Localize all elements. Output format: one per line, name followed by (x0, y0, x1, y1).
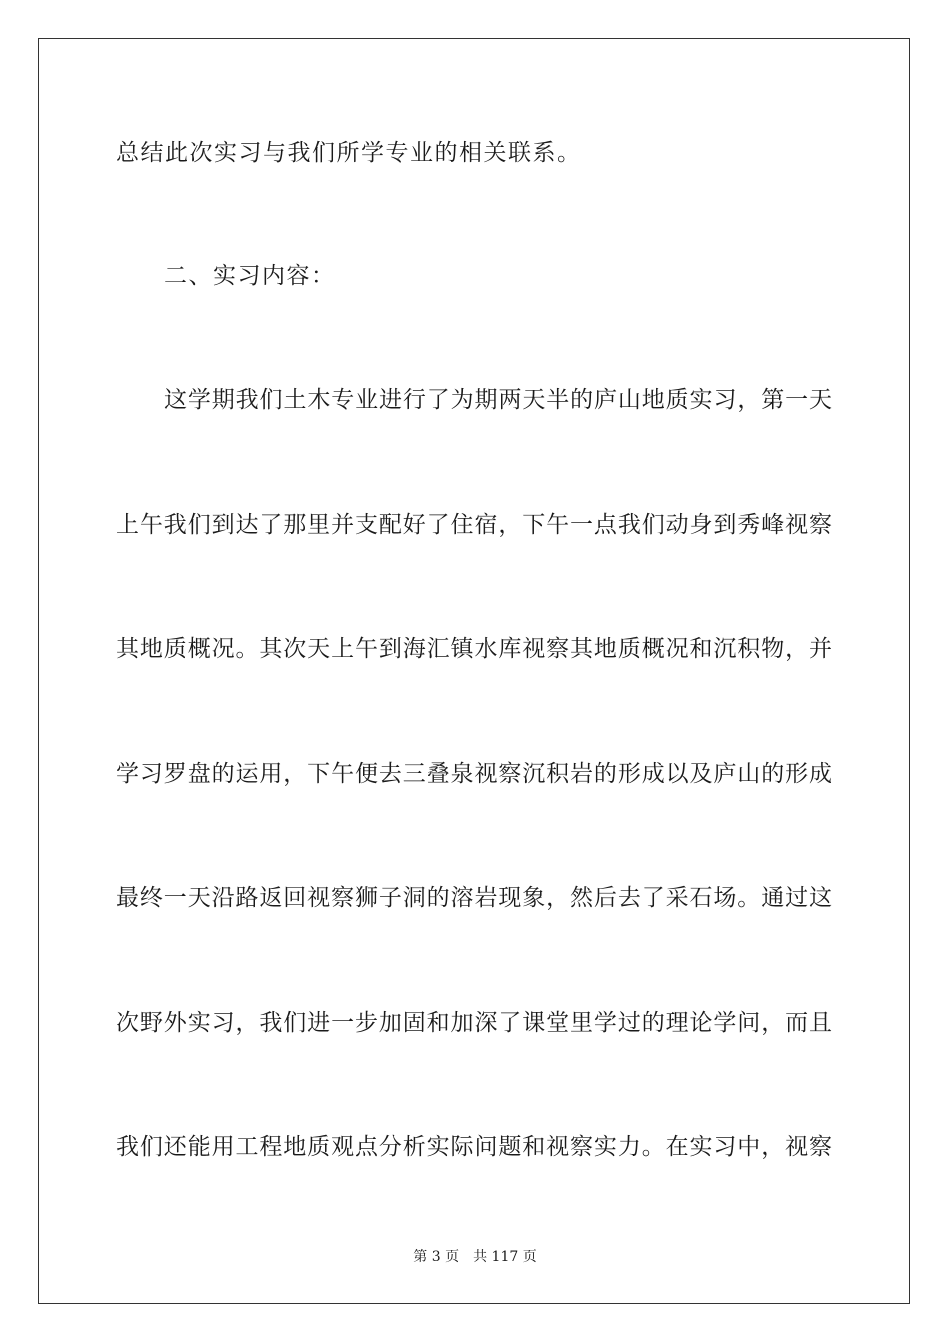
body-line-5: 其地质概况。其次天上午到海汇镇水库视察其地质概况和沉积物，并 (116, 636, 832, 662)
page-number: 第 3 页 (413, 1249, 460, 1265)
body-line-3: 这学期我们土木专业进行了为期两天半的庐山地质实习，第一天 (164, 387, 832, 413)
body-line-1: 总结此次实习与我们所学专业的相关联系。 (116, 140, 582, 166)
body-line-9: 我们还能用工程地质观点分析实际问题和视察实力。在实习中，视察 (116, 1134, 832, 1160)
page-footer (0, 1248, 950, 1266)
page-total: 共 117 页 (473, 1249, 537, 1265)
body-line-6: 学习罗盘的运用，下午便去三叠泉视察沉积岩的形成以及庐山的形成 (116, 761, 832, 787)
body-line-4: 上午我们到达了那里并支配好了住宿，下午一点我们动身到秀峰视察 (116, 512, 832, 538)
section-heading: 二、实习内容： (164, 263, 336, 289)
body-line-8: 次野外实习，我们进一步加固和加深了课堂里学过的理论学问，而且 (116, 1010, 832, 1036)
page-border (38, 38, 910, 1304)
body-line-7: 最终一天沿路返回视察狮子洞的溶岩现象，然后去了采石场。通过这 (116, 885, 832, 911)
